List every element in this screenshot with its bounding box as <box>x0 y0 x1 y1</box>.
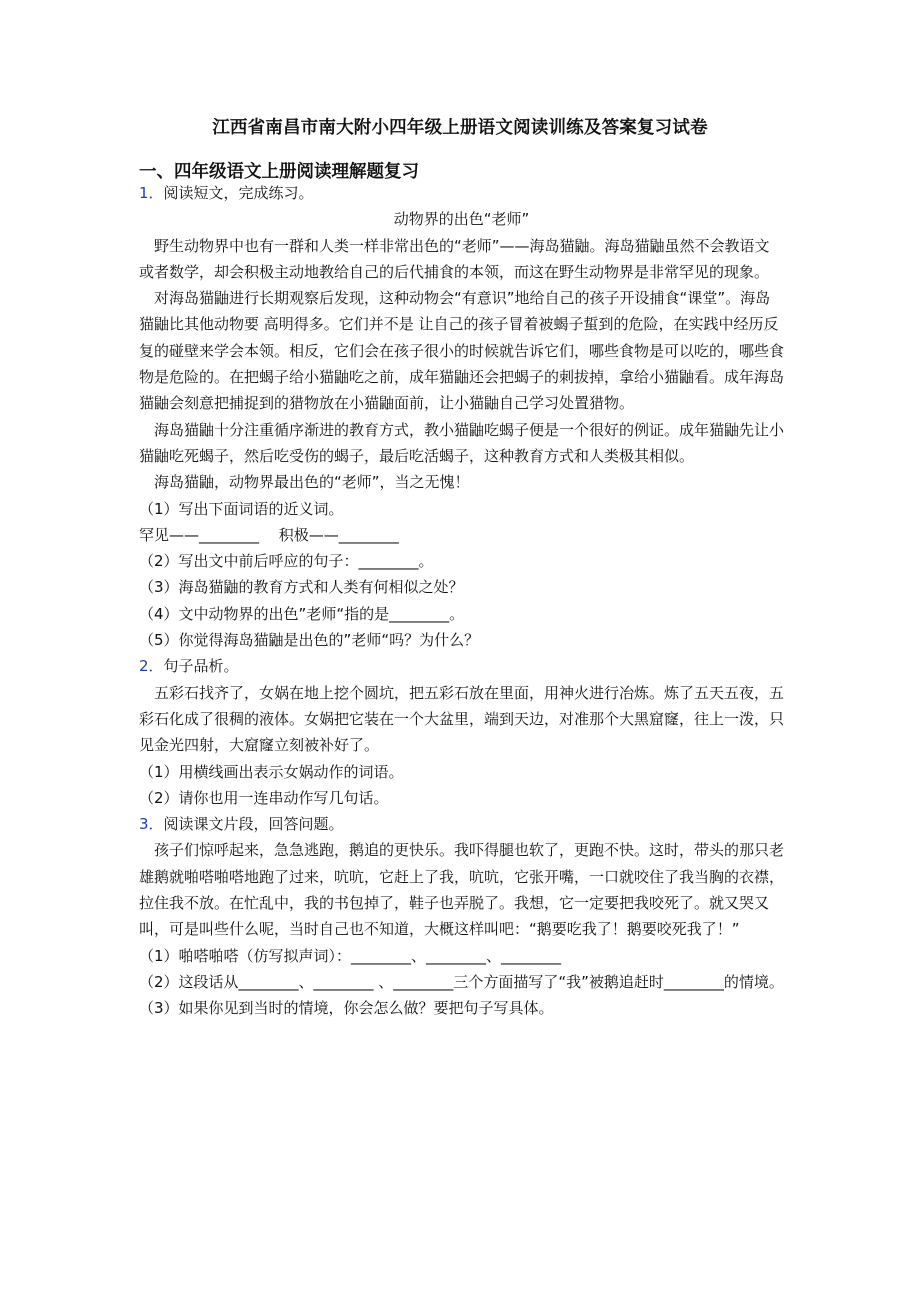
sub-question: （1）啪嗒啪嗒（仿写拟声词）：________、________、________ <box>139 946 562 965</box>
question-prompt: 句子品析。 <box>163 657 239 676</box>
sub-question: （5）你觉得海岛猫鼬是出色的”老师“吗？为什么？ <box>139 631 480 650</box>
sub-question: （2）请你也用一连串动作写几句话。 <box>139 788 389 807</box>
passage-paragraph: 野生动物界中也有一群和人类一样非常出色的“老师”——海岛猫鼬。海岛猫鼬虽然不会教语文或者数学，却会积极主动地教给自己的后代捕食的本领，而这在野生动物界是非常罕见的现象。 <box>139 236 770 281</box>
question-number: 2． <box>139 657 164 676</box>
question-number: 3． <box>139 815 164 834</box>
sub-question: 罕见——________ 积极——________ <box>139 525 399 544</box>
question-number: 1． <box>139 184 164 202</box>
passage-paragraph: 海岛猫鼬，动物界最出色的“老师”，当之无愧！ <box>154 473 470 492</box>
document-body <box>139 180 784 1022</box>
sub-question: （2）写出文中前后呼应的句子：________。 <box>139 552 434 571</box>
question-2-heading <box>139 653 784 679</box>
document-title: 江西省南昌市南大附小四年级上册语文阅读训练及答案复习试卷 <box>212 118 708 138</box>
question-3-heading <box>139 811 784 837</box>
passage-title: 动物界的出色“老师” <box>393 210 530 229</box>
sub-question: （1）写出下面词语的近义词。 <box>139 499 344 518</box>
sub-question: （4）文中动物界的出色”老师“指的是________。 <box>139 604 465 623</box>
sub-question: （2）这段话从________、________ 、________三个方面描写了“我”被鹅追赶时________的情境。 <box>139 972 784 991</box>
sub-question: （3）如果你见到当时的情境，你会怎么做？要把句子写具体。 <box>139 999 554 1018</box>
sub-question: （3）海岛猫鼬的教育方式和人类有何相似之处？ <box>139 578 464 597</box>
question-1-heading <box>139 180 784 206</box>
passage-paragraph: 海岛猫鼬十分注重循序渐进的教育方式，教小猫鼬吃蝎子便是一个很好的例证。成年猫鼬先让小猫鼬吃死蝎子，然后吃受伤的蝎子，最后吃活蝎子，这种教育方式和人类极其相似。 <box>139 420 785 465</box>
passage-paragraph: 对海岛猫鼬进行长期观察后发现，这种动物会“有意识”地给自己的孩子开设捕食“课堂”。海岛猫鼬比其他动物要 高明得多。它们并不是 让自己的孩子冒着被蝎子蜇到的危险，在实践中经历反复的碰壁来学会本领。相反，它们会在孩子很小的时候就告诉它们，哪些食物是可以吃的，哪些食物是危险的。在把蝎子给小猫鼬吃之前，成年猫鼬还会把蝎子的刺拔掉，拿给小猫鼬看。成年海岛猫鼬会刻意把捕捉到的猎物放在小猫鼬面前，让小猫鼬自己学习处置猎物。 <box>139 289 785 413</box>
section-heading: 一、四年级语文上册阅读理解题复习 <box>139 162 419 182</box>
question-prompt: 阅读课文片段，回答问题。 <box>163 815 344 834</box>
passage-paragraph: 孩子们惊呼起来，急急逃跑，鹅追的更快乐。我吓得腿也软了，更跑不快。这时，带头的那只老雄鹅就啪嗒啪嗒地跑了过来，吭吭，它赶上了我，吭吭，它张开嘴，一口就咬住了我当胸的衣襟，拉住我不放。在忙乱中，我的书包掉了，鞋子也弄脱了。我想，它一定要把我咬死了。就又哭又叫，可是叫些什么呢，当时自己也不知道，大概这样叫吧：“鹅要吃我了！鹅要咬死我了！” <box>139 841 785 939</box>
passage-paragraph: 五彩石找齐了，女娲在地上挖个圆坑，把五彩石放在里面，用神火进行冶炼。炼了五天五夜，五彩石化成了很稠的液体。女娲把它装在一个大盆里，端到天边，对准那个大黑窟窿，往上一泼，只见金光四射，大窟窿立刻被补好了。 <box>139 683 785 755</box>
question-prompt: 阅读短文，完成练习。 <box>163 184 314 202</box>
sub-question: （1）用横线画出表示女娲动作的词语。 <box>139 762 404 781</box>
